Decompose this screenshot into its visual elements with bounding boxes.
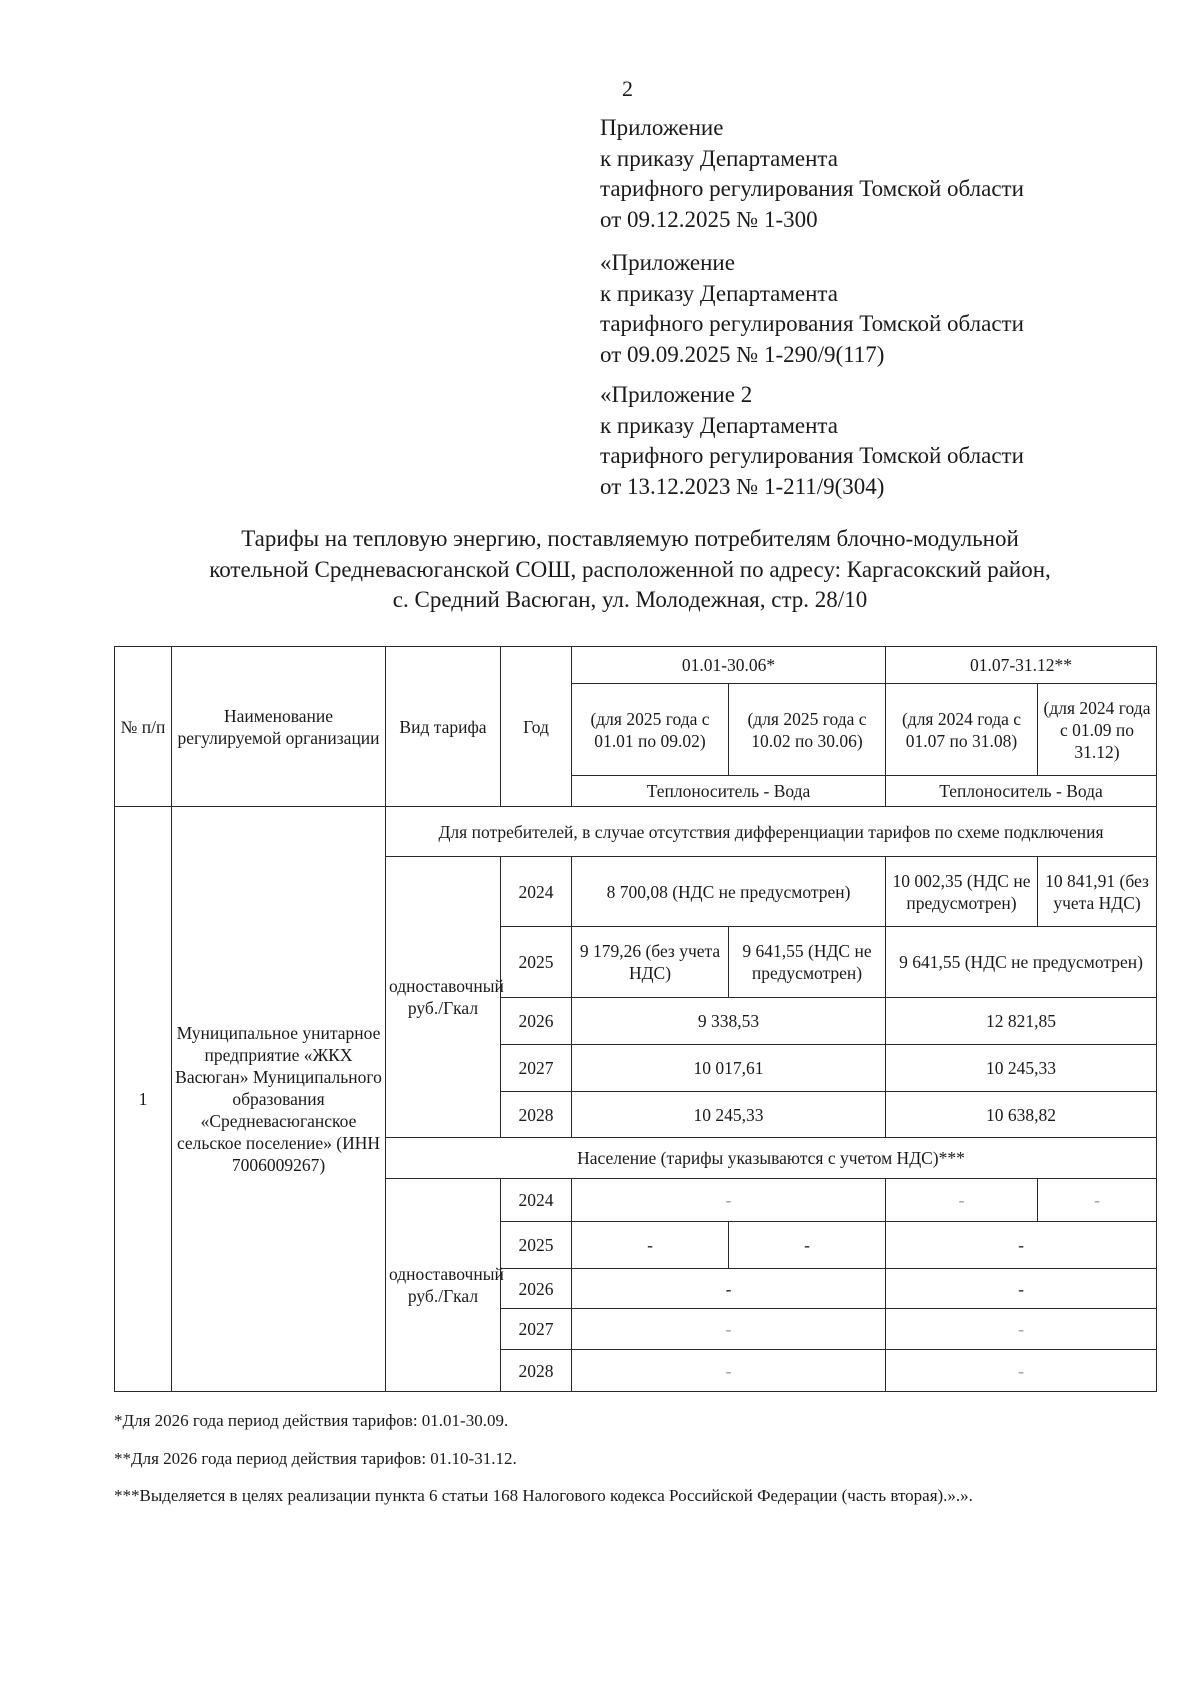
tariff-value: 9 338,53 [572, 998, 886, 1045]
appendix-line: «Приложение [600, 250, 735, 275]
header-organization: Наименование регулируемой организации [172, 647, 386, 807]
year-cell: 2027 [501, 1309, 572, 1350]
tariff-type-cell: одноставочный руб./Гкал [386, 1179, 501, 1392]
appendix-line: к приказу Департамента [600, 145, 838, 171]
appendix-header-2 [600, 248, 1120, 370]
tariff-value: 10 245,33 [886, 1045, 1157, 1092]
year-cell: 2025 [501, 927, 572, 998]
year-cell: 2025 [501, 1222, 572, 1269]
tariff-value: - [886, 1222, 1157, 1269]
appendix-line: к приказу Департамента [600, 412, 838, 438]
tariff-value: 12 821,85 [886, 998, 1157, 1045]
header-carrier-1: Теплоноситель - Вода [572, 776, 886, 807]
title-line: котельной Средневасюганской СОШ, расположенной по адресу: Каргасокский район, [209, 556, 1051, 582]
appendix-line: от 09.12.2025 № 1-300 [600, 206, 818, 232]
appendix-line: от 13.12.2023 № 1-211/9(304) [600, 473, 885, 499]
tariff-value: - [886, 1179, 1038, 1222]
footnote-2: **Для 2026 года период действия тарифов: 01.10-31.12. [114, 1449, 517, 1468]
page-number: 2 [622, 76, 633, 101]
tariff-value: - [886, 1350, 1157, 1392]
year-cell: 2028 [501, 1092, 572, 1138]
tariff-value: - [572, 1179, 886, 1222]
year-cell: 2026 [501, 998, 572, 1045]
appendix-line: «Приложение 2 [600, 382, 753, 407]
tariff-value: 10 245,33 [572, 1092, 886, 1138]
section-population-title: Население (тарифы указываются с учетом НДС)*** [386, 1138, 1157, 1179]
row-number: 1 [115, 807, 172, 1392]
footnote-1: *Для 2026 года период действия тарифов: 01.01-30.09. [114, 1411, 509, 1430]
tariff-value: 9 641,55 (НДС не предусмотрен) [729, 927, 886, 998]
header-carrier-2: Теплоноситель - Вода [886, 776, 1157, 807]
title-line: Тарифы на тепловую энергию, поставляемую потребителям блочно-модульной [241, 526, 1019, 551]
tariff-value: 9 641,55 (НДС не предусмотрен) [886, 927, 1157, 998]
appendix-header-3 [600, 380, 1120, 502]
appendix-line: тарифного регулирования Томской области [600, 443, 1024, 468]
document-title [110, 524, 1150, 616]
appendix-line: от 09.09.2025 № 1-290/9(117) [600, 341, 885, 367]
header-tariff-type: Вид тарифа [386, 647, 501, 807]
header-period-1: 01.01-30.06* [572, 647, 886, 684]
year-cell: 2028 [501, 1350, 572, 1392]
header-year: Год [501, 647, 572, 807]
tariff-value: 8 700,08 (НДС не предусмотрен) [572, 857, 886, 927]
header-subperiod-3: (для 2024 года с 01.07 по 31.08) [886, 684, 1038, 776]
tariff-value: 10 638,82 [886, 1092, 1157, 1138]
header-period-2: 01.07-31.12** [886, 647, 1157, 684]
tariff-value: 10 841,91 (без учета НДС) [1038, 857, 1157, 927]
tariff-value: 10 017,61 [572, 1045, 886, 1092]
tariff-value: 9 179,26 (без учета НДС) [572, 927, 729, 998]
header-subperiod-1: (для 2025 года с 01.01 по 09.02) [572, 684, 729, 776]
tariff-value: - [1038, 1179, 1157, 1222]
title-line: с. Средний Васюган, ул. Молодежная, стр. 28/10 [392, 587, 868, 612]
appendix-line: к приказу Департамента [600, 280, 838, 306]
header-num: № п/п [115, 647, 172, 807]
organization-name: Муниципальное унитарное предприятие «ЖКХ Васюган» Муниципального образования «Средневасюганское сельское поселение» (ИНН 7006009267) [172, 807, 386, 1392]
header-subperiod-2: (для 2025 года с 10.02 по 30.06) [729, 684, 886, 776]
section-consumers-title: Для потребителей, в случае отсутствия дифференциации тарифов по схеме подключения [386, 807, 1157, 857]
appendix-line: тарифного регулирования Томской области [600, 176, 1024, 201]
header-subperiod-4: (для 2024 года с 01.09 по 31.12) [1038, 684, 1157, 776]
appendix-header-1 [600, 113, 1120, 235]
appendix-line: тарифного регулирования Томской области [600, 311, 1024, 336]
tariff-value: - [572, 1350, 886, 1392]
tariff-value: - [886, 1269, 1157, 1309]
tariff-value: - [572, 1222, 729, 1269]
tariff-value: 10 002,35 (НДС не предусмотрен) [886, 857, 1038, 927]
tariff-value: - [572, 1309, 886, 1350]
footnote-3: ***Выделяется в целях реализации пункта 6 статьи 168 Налогового кодекса Российской Федерации (часть вторая).».». [114, 1486, 973, 1505]
tariff-value: - [886, 1309, 1157, 1350]
year-cell: 2026 [501, 1269, 572, 1309]
tariff-type-cell: одноставочный руб./Гкал [386, 857, 501, 1138]
year-cell: 2027 [501, 1045, 572, 1092]
tariff-value: - [572, 1269, 886, 1309]
appendix-line: Приложение [600, 115, 724, 140]
year-cell: 2024 [501, 857, 572, 927]
tariff-table [114, 646, 1157, 1392]
tariff-value: - [729, 1222, 886, 1269]
year-cell: 2024 [501, 1179, 572, 1222]
